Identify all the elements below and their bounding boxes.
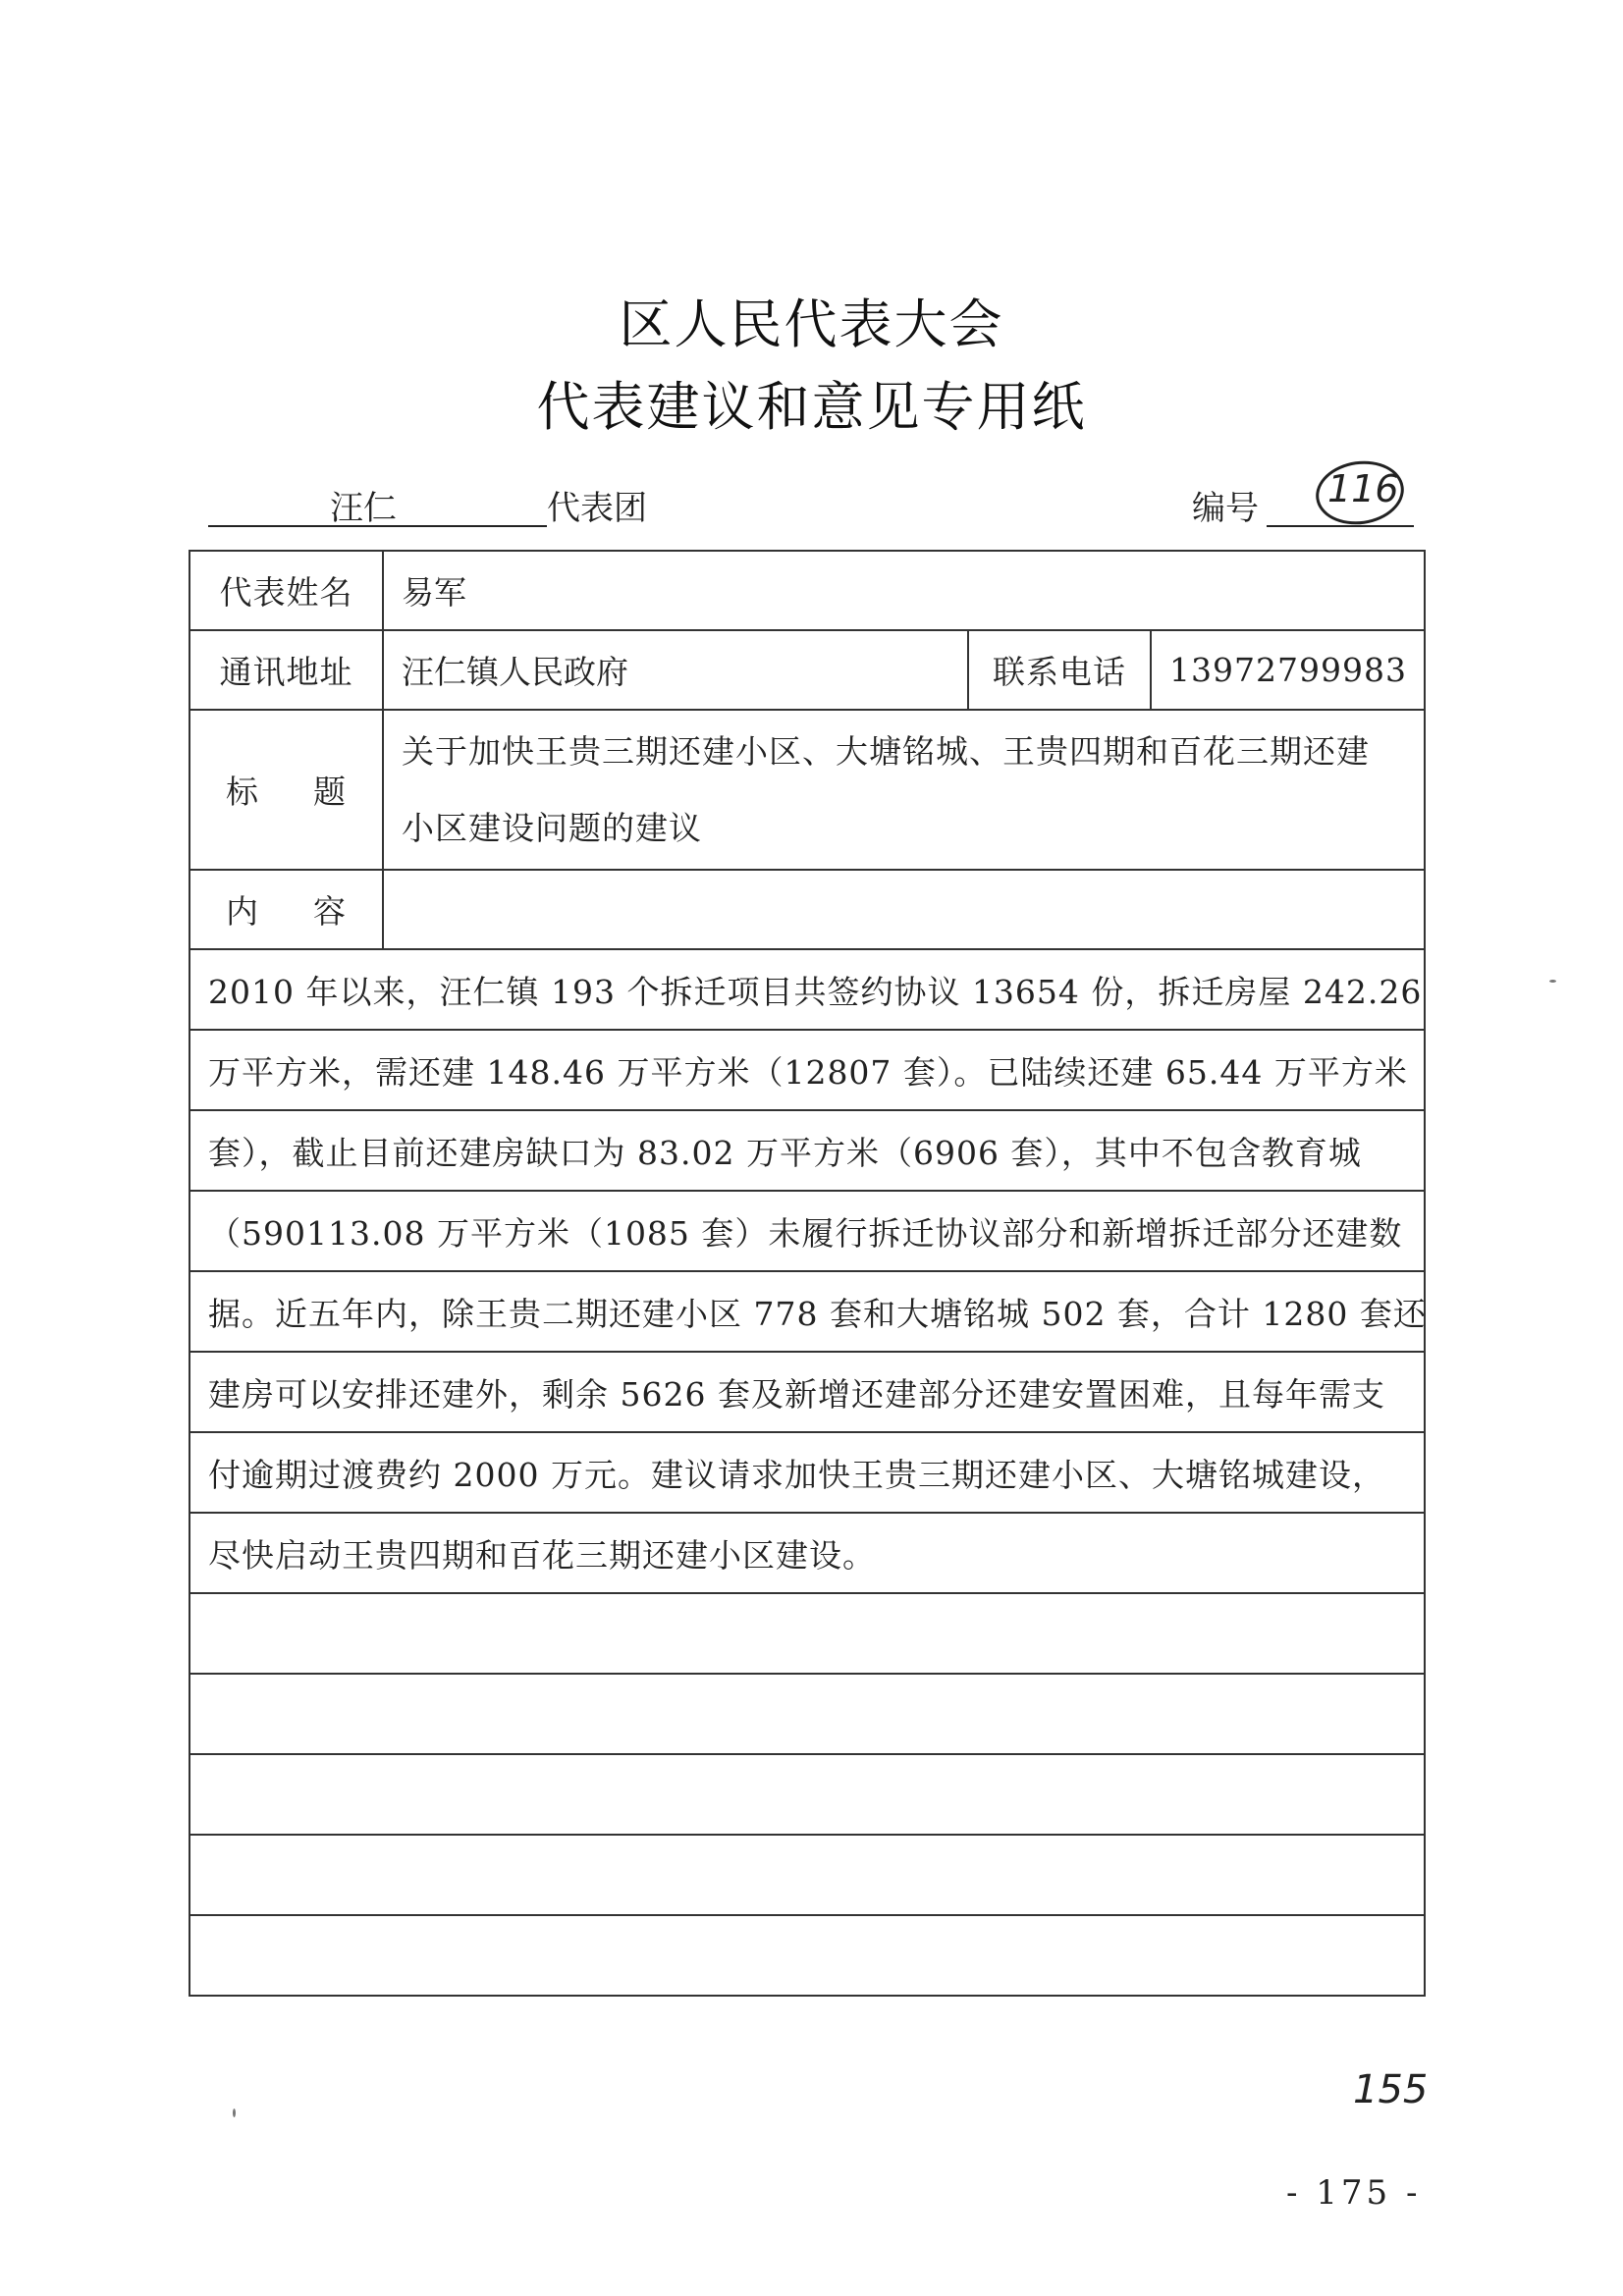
subject-line: 小区建设问题的建议 — [402, 808, 702, 847]
content-line: 套），截止目前还建房缺口为 83.02 万平方米（6906 套），其中不包含教育城 — [189, 1110, 1425, 1191]
serial-number: 116 — [1327, 467, 1399, 510]
content-label-right: 容 — [313, 892, 347, 931]
name-value: 易军 — [383, 551, 1425, 630]
address-label: 通讯地址 — [189, 630, 383, 710]
content-line-row — [189, 1754, 1425, 1835]
content-line: 尽快启动王贵四期和百花三期还建小区建设。 — [189, 1513, 1425, 1593]
content-label-blank — [383, 870, 1425, 949]
scan-speck — [1549, 980, 1556, 983]
content-line-row — [189, 1674, 1425, 1754]
phone-label: 联系电话 — [968, 630, 1151, 710]
document-title: 区人民代表大会 — [619, 294, 1004, 355]
proposal-form — [189, 550, 1426, 1997]
subject-row — [189, 710, 1425, 870]
subject-label-right: 题 — [313, 773, 347, 811]
phone-value: 13972799983 — [1151, 630, 1425, 710]
subject-label — [189, 710, 383, 870]
content-line — [189, 1674, 1425, 1754]
content-line-row — [189, 1352, 1425, 1432]
content-line: 建房可以安排还建外，剩余 5626 套及新增还建部分还建安置困难，且每年需支 — [189, 1352, 1425, 1432]
subject-label-left: 标 — [226, 773, 259, 811]
content-line: （590113.08 万平方米（1085 套）未履行拆迁协议部分和新增拆迁部分还建数 — [189, 1191, 1425, 1271]
content-line — [189, 1593, 1425, 1674]
subject-value — [383, 710, 1425, 870]
content-line: 2010 年以来，汪仁镇 193 个拆迁项目共签约协议 13654 份，拆迁房屋 242.26 — [189, 949, 1425, 1030]
content-line-row — [189, 1432, 1425, 1513]
content-line — [189, 1754, 1425, 1835]
delegation-name: 汪仁 — [330, 489, 397, 528]
content-line-row — [189, 1271, 1425, 1352]
scan-speck — [233, 2109, 236, 2117]
content-line-row — [189, 1030, 1425, 1110]
serial-underline — [1267, 525, 1414, 527]
content-line — [189, 1915, 1425, 1996]
content-line-row — [189, 1191, 1425, 1271]
content-line-row — [189, 1835, 1425, 1915]
name-label: 代表姓名 — [189, 551, 383, 630]
serial-label: 编号 — [1192, 489, 1259, 528]
content-line-row — [189, 1513, 1425, 1593]
address-value: 汪仁镇人民政府 — [383, 630, 968, 710]
content-line-row — [189, 1915, 1425, 1996]
content-line: 据。近五年内，除王贵二期还建小区 778 套和大塘铭城 502 套，合计 1280 套还 — [189, 1271, 1425, 1352]
content-line: 万平方米，需还建 148.46 万平方米（12807 套）。已陆续还建 65.44 万平方米 — [189, 1030, 1425, 1110]
content-label-left: 内 — [226, 892, 259, 931]
delegation-suffix: 代表团 — [547, 489, 647, 528]
address-row — [189, 630, 1425, 710]
content-label-row — [189, 870, 1425, 949]
content-line-row — [189, 949, 1425, 1030]
page-number: - 175 - — [1286, 2173, 1422, 2213]
content-line-row — [189, 1593, 1425, 1674]
subject-line: 关于加快王贵三期还建小区、大塘铭城、王贵四期和百花三期还建 — [402, 731, 1370, 771]
content-line-row — [189, 1110, 1425, 1191]
content-line: 付逾期过渡费约 2000 万元。建议请求加快王贵三期还建小区、大塘铭城建设， — [189, 1432, 1425, 1513]
document-subtitle: 代表建议和意见专用纸 — [536, 376, 1087, 438]
margin-note: 155 — [1353, 2067, 1429, 2112]
content-label — [189, 870, 383, 949]
content-line — [189, 1835, 1425, 1915]
name-row — [189, 551, 1425, 630]
